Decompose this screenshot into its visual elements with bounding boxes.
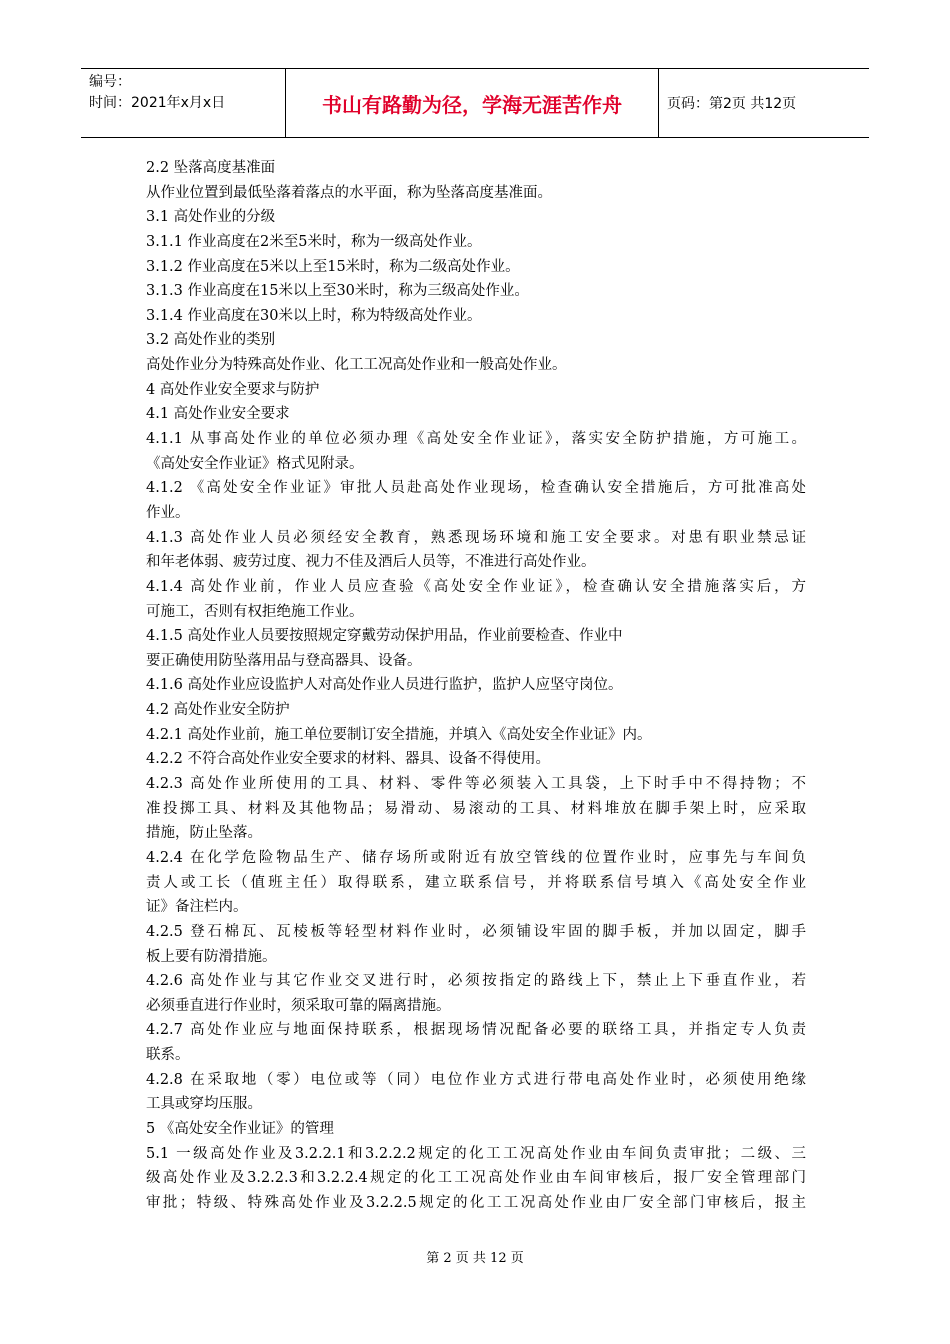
text-line: 5 《高处安全作业证》的管理 [146, 1120, 334, 1137]
page-header [81, 68, 869, 138]
text-line: 4.2.7 高处作业应与地面保持联系，根据现场情况配备必要的联络工具，并指定专人负责 [146, 1022, 806, 1039]
text-line: 责人或工长（值班主任）取得联系，建立联系信号，并将联系信号填入《高处安全作业 [146, 874, 806, 891]
page-footer: 第 2 页 共 12 页 [426, 1251, 524, 1266]
header-info-cell [81, 69, 285, 137]
text-line: 《高处安全作业证》格式见附录。 [146, 455, 364, 472]
text-line: 4.1.5 高处作业人员要按照规定穿戴劳动保护用品，作业前要检查、作业中 [146, 628, 623, 645]
text-line: 必须垂直进行作业时，须采取可靠的隔离措施。 [146, 997, 451, 1014]
text-line: 3.1.1 作业高度在2米至5米时，称为一级高处作业。 [146, 233, 482, 250]
text-line: 和年老体弱、疲劳过度、视力不佳及酒后人员等，不准进行高处作业。 [146, 554, 596, 571]
text-line: 联系。 [146, 1047, 190, 1064]
text-line: 4.2.8 在采取地（零）电位或等（同）电位作业方式进行带电高处作业时，必须使用绝缘 [146, 1071, 806, 1088]
text-line: 4 高处作业安全要求与防护 [146, 381, 320, 398]
text-line: 4.1.3 高处作业人员必须经安全教育，熟悉现场环境和施工安全要求。对患有职业禁忌证 [146, 529, 806, 546]
text-line: 板上要有防滑措施。 [146, 948, 277, 965]
header-page-info: 页码：第2页 共12页 [667, 96, 797, 112]
text-line: 4.2.3 高处作业所使用的工具、材料、零件等必须装入工具袋，上下时手中不得持物；不 [146, 776, 806, 793]
text-line: 从作业位置到最低坠落着落点的水平面，称为坠落高度基准面。 [146, 184, 552, 201]
text-line: 4.1.6 高处作业应设监护人对高处作业人员进行监护，监护人应坚守岗位。 [146, 677, 623, 694]
text-line: 证》备注栏内。 [146, 899, 248, 916]
document-body [146, 156, 806, 1216]
text-line: 5.1 一级高处作业及3.2.2.1和3.2.2.2规定的化工工况高处作业由车间负责审批；二级、三 [146, 1145, 806, 1162]
text-line: 3.2 高处作业的类别 [146, 332, 276, 349]
text-line: 4.2.2 不符合高处作业安全要求的材料、器具、设备不得使用。 [146, 751, 551, 768]
text-line: 4.2.1 高处作业前，施工单位要制订安全措施，并填入《高处安全作业证》内。 [146, 726, 652, 743]
text-line: 要正确使用防坠落用品与登高器具、设备。 [146, 652, 422, 669]
text-line: 4.2 高处作业安全防护 [146, 702, 290, 719]
text-line: 4.2.4 在化学危险物品生产、储存场所或附近有放空管线的位置作业时，应事先与车间负 [146, 849, 806, 866]
text-line: 4.2.5 登石棉瓦、瓦棱板等轻型材料作业时，必须铺设牢固的脚手板，并加以固定，脚手 [146, 923, 806, 940]
text-line: 2.2 坠落高度基准面 [146, 160, 276, 176]
text-line: 高处作业分为特殊高处作业、化工工况高处作业和一般高处作业。 [146, 357, 567, 374]
text-line: 措施，防止坠落。 [146, 825, 262, 842]
text-line: 4.1.2 《高处安全作业证》审批人员赴高处作业现场，检查确认安全措施后，方可批准高处 [146, 480, 806, 497]
text-line: 准投掷工具、材料及其他物品；易滑动、易滚动的工具、材料堆放在脚手架上时，应采取 [146, 800, 806, 817]
text-line: 审批；特级、特殊高处作业及3.2.2.5规定的化工工况高处作业由厂安全部门审核后，报主 [146, 1194, 806, 1211]
text-line: 3.1 高处作业的分级 [146, 209, 276, 226]
text-line: 3.1.3 作业高度在15米以上至30米时，称为三级高处作业。 [146, 283, 529, 300]
text-line: 可施工，否则有权拒绝施工作业。 [146, 603, 364, 620]
text-line: 4.1.4 高处作业前，作业人员应查验《高处安全作业证》，检查确认安全措施落实后，方 [146, 578, 806, 595]
doc-number-label: 编号： [89, 74, 131, 90]
text-line: 3.1.4 作业高度在30米以上时，称为特级高处作业。 [146, 307, 482, 324]
text-line: 4.1 高处作业安全要求 [146, 406, 290, 423]
text-line: 工具或穿均压服。 [146, 1096, 262, 1113]
text-line: 4.1.1 从事高处作业的单位必须办理《高处安全作业证》，落实安全防护措施，方可施工。 [146, 431, 807, 448]
text-line: 作业。 [146, 504, 190, 521]
header-motto: 书山有路勤为径，学海无涯苦作舟 [285, 69, 659, 137]
text-line: 3.1.2 作业高度在5米以上至15米时，称为二级高处作业。 [146, 258, 520, 275]
text-line: 级高处作业及3.2.2.3和3.2.2.4规定的化工工况高处作业由车间审核后，报厂安全管理部门 [146, 1170, 806, 1187]
doc-date: 时间：2021年x月x日 [89, 95, 226, 111]
text-line: 4.2.6 高处作业与其它作业交叉进行时，必须按指定的路线上下，禁止上下垂直作业，若 [146, 973, 806, 990]
